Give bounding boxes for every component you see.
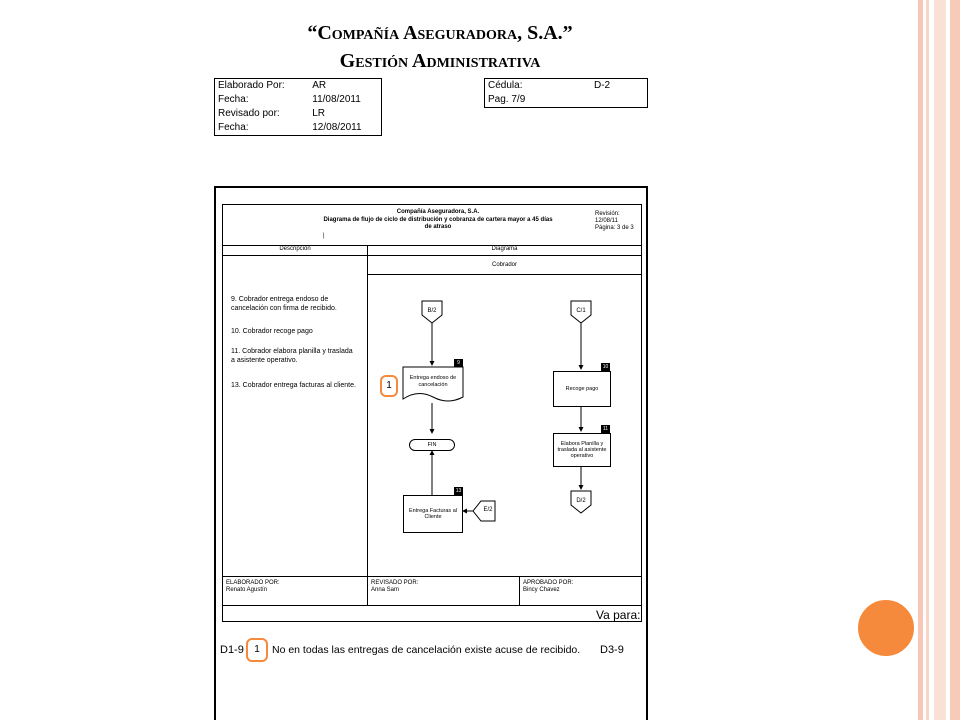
finding-badge-flow: 1	[380, 375, 398, 397]
box-13: Entrega Facturas al Cliente	[403, 495, 463, 533]
box-10: Recoge pago	[553, 371, 611, 407]
finding-ref-right: D3-9	[600, 644, 624, 656]
footer-revisado-label: REVISADO POR:	[371, 580, 419, 586]
slide-title	[0, 22, 880, 45]
box-11: Elabora Planilla y traslada al asistente operativo	[553, 433, 611, 467]
doc-mark: |	[323, 233, 325, 239]
col-diagram: Diagrama	[368, 246, 641, 256]
offpage-d2: D/2	[576, 498, 586, 504]
header-left-table	[214, 78, 382, 136]
lane-cobrador: Cobrador	[368, 256, 641, 275]
meta-label: Cédula:	[488, 80, 523, 91]
footer-revisado-name: Anna Sam	[371, 587, 400, 593]
col-description: Descripción	[223, 246, 368, 256]
doc-diagram-title: Diagrama de flujo de ciclo de distribución y cobranza de cartera mayor a 45 días de atraso	[323, 217, 553, 230]
finding-badge: 1	[246, 638, 268, 662]
finding-ref-left: D1-9	[220, 644, 244, 656]
footer-divider-2	[519, 577, 520, 605]
footer-bottom-line	[223, 605, 641, 606]
footer-aprobado-label: APROBADO POR:	[523, 580, 574, 586]
meta-label: Fecha:	[218, 122, 249, 133]
box-10-number: 10	[602, 364, 609, 370]
slide-subtitle-text: Gestión Administrativa	[339, 50, 541, 72]
offpage-b2: B/2	[427, 308, 437, 314]
meta-label: Pag. 7/9	[488, 94, 526, 105]
meta-value: AR	[312, 80, 327, 91]
offpage-e2: E/2	[483, 507, 493, 513]
slide-title-text: “Compañía Aseguradora, S.A.”	[307, 22, 573, 44]
step-10: 10. Cobrador recoge pago	[231, 328, 313, 335]
footer-elaborado-name: Renato Agustín	[226, 587, 268, 593]
decor-stripe-1	[918, 0, 923, 720]
va-para: Va para:	[596, 608, 641, 622]
meta-value: 11/08/2011	[312, 94, 361, 105]
decor-stripe-4	[950, 0, 960, 720]
meta-value: 12/08/2011	[312, 122, 362, 133]
meta-value: D-2	[594, 80, 611, 91]
box-9-label: Entrega endoso de cancelación	[409, 375, 457, 388]
meta-label: Revisado por:	[218, 108, 280, 119]
footer-aprobado-name: Bincy Chavez	[523, 587, 560, 593]
decor-stripe-3	[934, 0, 946, 720]
step-13: 13. Cobrador entrega facturas al cliente.	[231, 382, 356, 389]
footer-divider-1	[367, 577, 368, 605]
document-page	[214, 186, 648, 720]
meta-label: Elaborado Por:	[218, 80, 285, 91]
doc-revision-3: Página: 3 de 3	[595, 225, 634, 231]
meta-value	[591, 93, 648, 108]
header-right-table	[484, 78, 648, 108]
box-11-number: 11	[602, 426, 609, 432]
terminator-fin: FIN	[409, 439, 455, 451]
step-9: 9. Cobrador entrega endoso de cancelación con firma de recibido.	[231, 296, 337, 312]
doc-revision-2: 12/08/11	[595, 218, 618, 224]
doc-revision-1: Revisión:	[595, 211, 620, 217]
flowchart-frame	[222, 204, 642, 622]
slide-subtitle	[0, 50, 880, 73]
decor-stripe-2	[926, 0, 929, 720]
box-13-number: 13	[455, 488, 462, 494]
step-11: 11. Cobrador elabora planilla y traslada a asistente operativo.	[231, 348, 353, 364]
decor-circle	[856, 598, 916, 658]
offpage-c1: C/1	[576, 308, 586, 314]
meta-value: LR	[312, 108, 326, 119]
finding-text: No en todas las entregas de cancelación existe acuse de recibido.	[272, 644, 581, 656]
box-9-number: 9	[454, 359, 463, 367]
doc-footer	[223, 576, 641, 621]
doc-company: Compañía Aseguradora, S.A.	[396, 209, 480, 215]
footer-elaborado-label: ELABORADO POR:	[226, 580, 280, 586]
meta-label: Fecha:	[218, 94, 249, 105]
